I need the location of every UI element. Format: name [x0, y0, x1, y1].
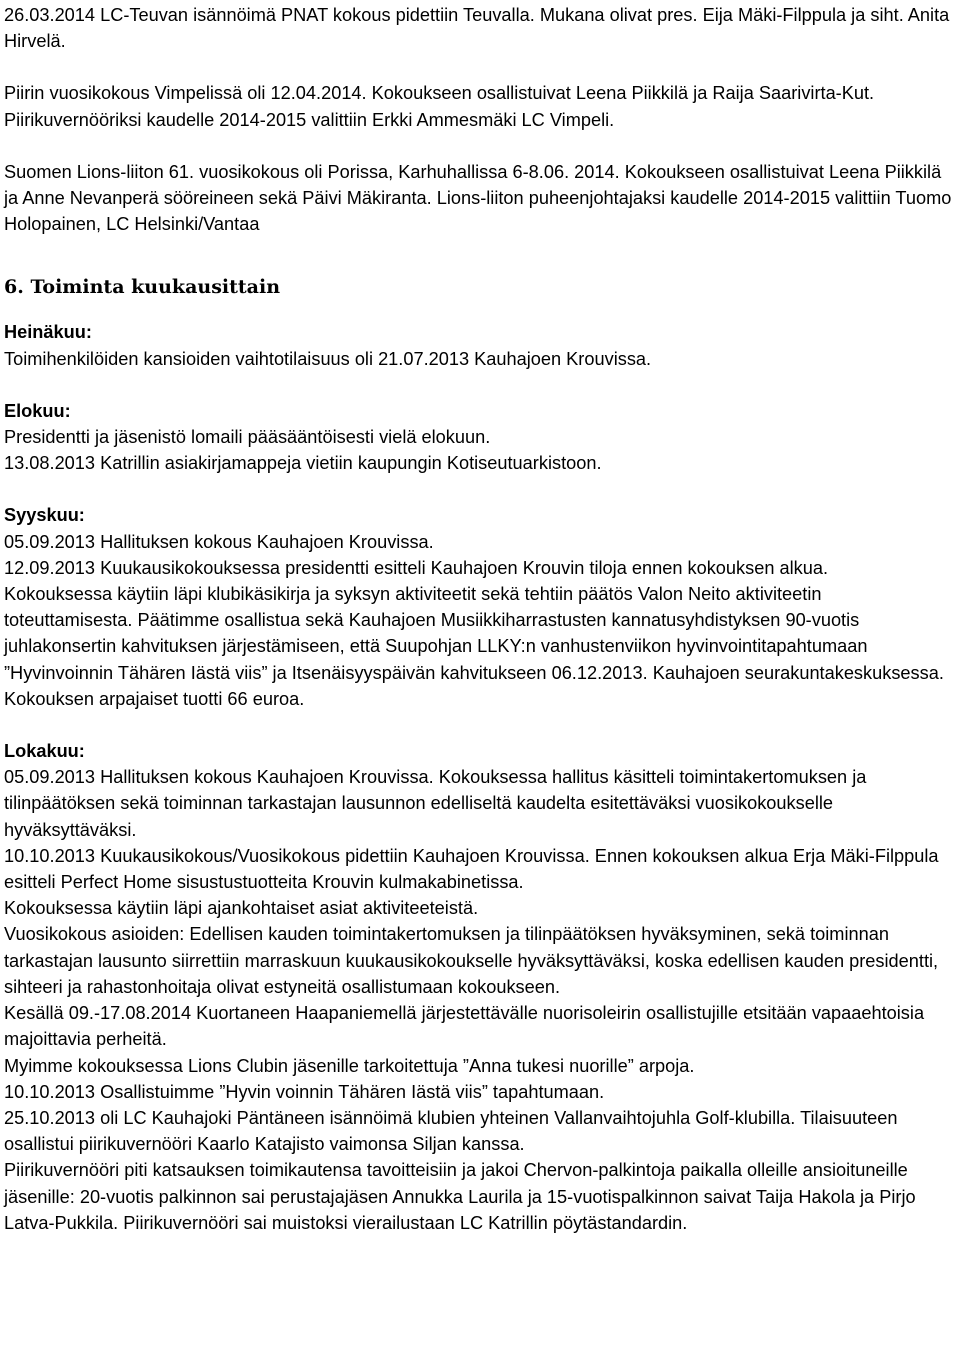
intro-paragraph-district-meeting: Piirin vuosikokous Vimpelissä oli 12.04.2014. Kokoukseen osallistuivat Leena Piikkilä ja Raija Saarivirta-Kut. Piirikuvernööriksi kaudelle 2014-2015 valittiin Erkki Ammesmäki LC Vimpeli.: [4, 83, 875, 130]
month-entry: Vuosikokous asioiden: Edellisen kauden toimintakertomuksen ja tilinpäätöksen hyväksyminen, sekä toiminnan tarkastajan lausunto siirrettiin marraskuun kuukausikokoukselle hyväksyttäväksi, koska edellisen kauden presidentti, sihteeri ja rahastonhoitaja olivat estyneitä osallistumaan kokoukseen.: [4, 924, 939, 997]
month-section-syyskuu: [4, 502, 952, 712]
section-heading: 6. Toiminta kuukausittain: [4, 276, 281, 299]
month-title: Heinäkuu:: [4, 322, 92, 343]
month-section-elokuu: [4, 398, 952, 477]
month-entry: Kokouksen arpajaiset tuotti 66 euroa.: [4, 688, 305, 709]
spacer: [4, 476, 952, 502]
spacer: [4, 301, 952, 319]
month-entry: 10.10.2013 Osallistuimme ”Hyvin voinnin Tähären Iästä viis” tapahtumaan.: [4, 1081, 605, 1102]
month-entry: Presidentti ja jäsenistö lomaili pääsääntöisesti vielä elokuun.: [4, 427, 491, 448]
intro-paragraph-pnat: 26.03.2014 LC-Teuvan isännöimä PNAT kokous pidettiin Teuvalla. Mukana olivat pres. Eija Mäki-Filppula ja siht. Anita Hirvelä.: [4, 5, 950, 52]
month-entry: 10.10.2013 Kuukausikokous/Vuosikokous pidettiin Kauhajoen Krouvissa. Ennen kokouksen alkua Erja Mäki-Filppula esitteli Perfect Home sisustustuotteita Krouvin kulmakabinetissa.: [4, 845, 939, 893]
month-entry: Toimihenkilöiden kansioiden vaihtotilaisuus oli 21.07.2013 Kauhajoen Krouvissa.: [4, 348, 652, 369]
month-entry: 05.09.2013 Hallituksen kokous Kauhajoen Krouvissa. Kokouksessa hallitus käsitteli toimintakertomuksen ja tilinpäätöksen sekä toiminnan tarkastajan lausunnon edelliseltä kaudelta esitettäväksi vuosikokoukselle hyväksyttäväksi.: [4, 767, 867, 840]
month-section-lokakuu: [4, 738, 952, 1236]
spacer: [4, 133, 952, 159]
spacer: [4, 372, 952, 398]
month-entry: 05.09.2013 Hallituksen kokous Kauhajoen Krouvissa.: [4, 531, 434, 552]
month-title: Lokakuu:: [4, 741, 85, 762]
month-title: Syyskuu:: [4, 505, 85, 526]
month-entry: 12.09.2013 Kuukausikokouksessa presidentti esitteli Kauhajoen Krouvin tiloja ennen kokouksen alkua.: [4, 557, 829, 578]
month-title: Elokuu:: [4, 400, 71, 421]
month-entry: Kesällä 09.-17.08.2014 Kuortaneen Haapaniemellä järjestettävälle nuorisoleirin osallistujille etsitään vapaaehtoisia majoittavia perheitä.: [4, 1003, 925, 1050]
month-entry: 25.10.2013 oli LC Kauhajoki Päntäneen isännöimä klubien yhteinen Vallanvaihtojuhla Golf-klubilla. Tilaisuuteen osallistui piirikuvernööri Kaarlo Katajisto vaimonsa Siljan kanssa.: [4, 1107, 898, 1155]
month-entry: Piirikuvernööri piti katsauksen toimikautensa tavoitteisiin ja jakoi Chervon-palkintoja paikalla olleille ansioituneille jäsenille: 20-vuotis palkinnon sai perustajajäsen Annukka Laurila ja 15-vuotispalkinnon saivat Taija Hakola ja Pirjo Latva-Pukkila. Piirikuvernööri sai muistoksi vierailustaan LC Katrillin pöytästandardin.: [4, 1160, 916, 1233]
intro-paragraph-lions-federation: Suomen Lions-liiton 61. vuosikokous oli Porissa, Karhuhallissa 6-8.06. 2014. Kokoukseen osallistuivat Leena Piikkilä ja Anne Nevanperä sööreineen sekä Päivi Mäkiranta. Lions-liiton puheenjohtajaksi kaudelle 2014-2015 valittiin Tuomo Holopainen, LC Helsinki/Vantaa: [4, 161, 952, 235]
month-entry: Kokouksessa käytiin läpi klubikäsikirja ja syksyn aktiviteetit sekä tehtiin päätös Valon Neito aktiviteetin toteuttamisesta. Päätimme osallistua sekä Kauhajoen Musiikkiharrastusten kannatusyhdistyksen 90-vuotis juhlakonsertin kahvituksen järjestämiseen, että Suupohjan LLKY:n vanhustenviikon hyvinvointitapahtumaan ”Hyvinvoinnin Tähären Iästä viis” ja Itsenäisyyspäivän kahvitukseen 06.12.2013. Kauhajoen seurakuntakeskuksessa.: [4, 584, 944, 683]
spacer: [4, 54, 952, 80]
month-entry: Kokouksessa käytiin läpi ajankohtaiset asiat aktiviteeteistä.: [4, 898, 479, 919]
spacer: [4, 237, 952, 273]
spacer: [4, 712, 952, 738]
month-section-heinakuu: [4, 319, 952, 371]
month-entry: Myimme kokouksessa Lions Clubin jäsenille tarkoitettuja ”Anna tukesi nuorille” arpoja.: [4, 1055, 695, 1076]
month-entry: 13.08.2013 Katrillin asiakirjamappeja vietiin kaupungin Kotiseutuarkistoon.: [4, 453, 602, 474]
